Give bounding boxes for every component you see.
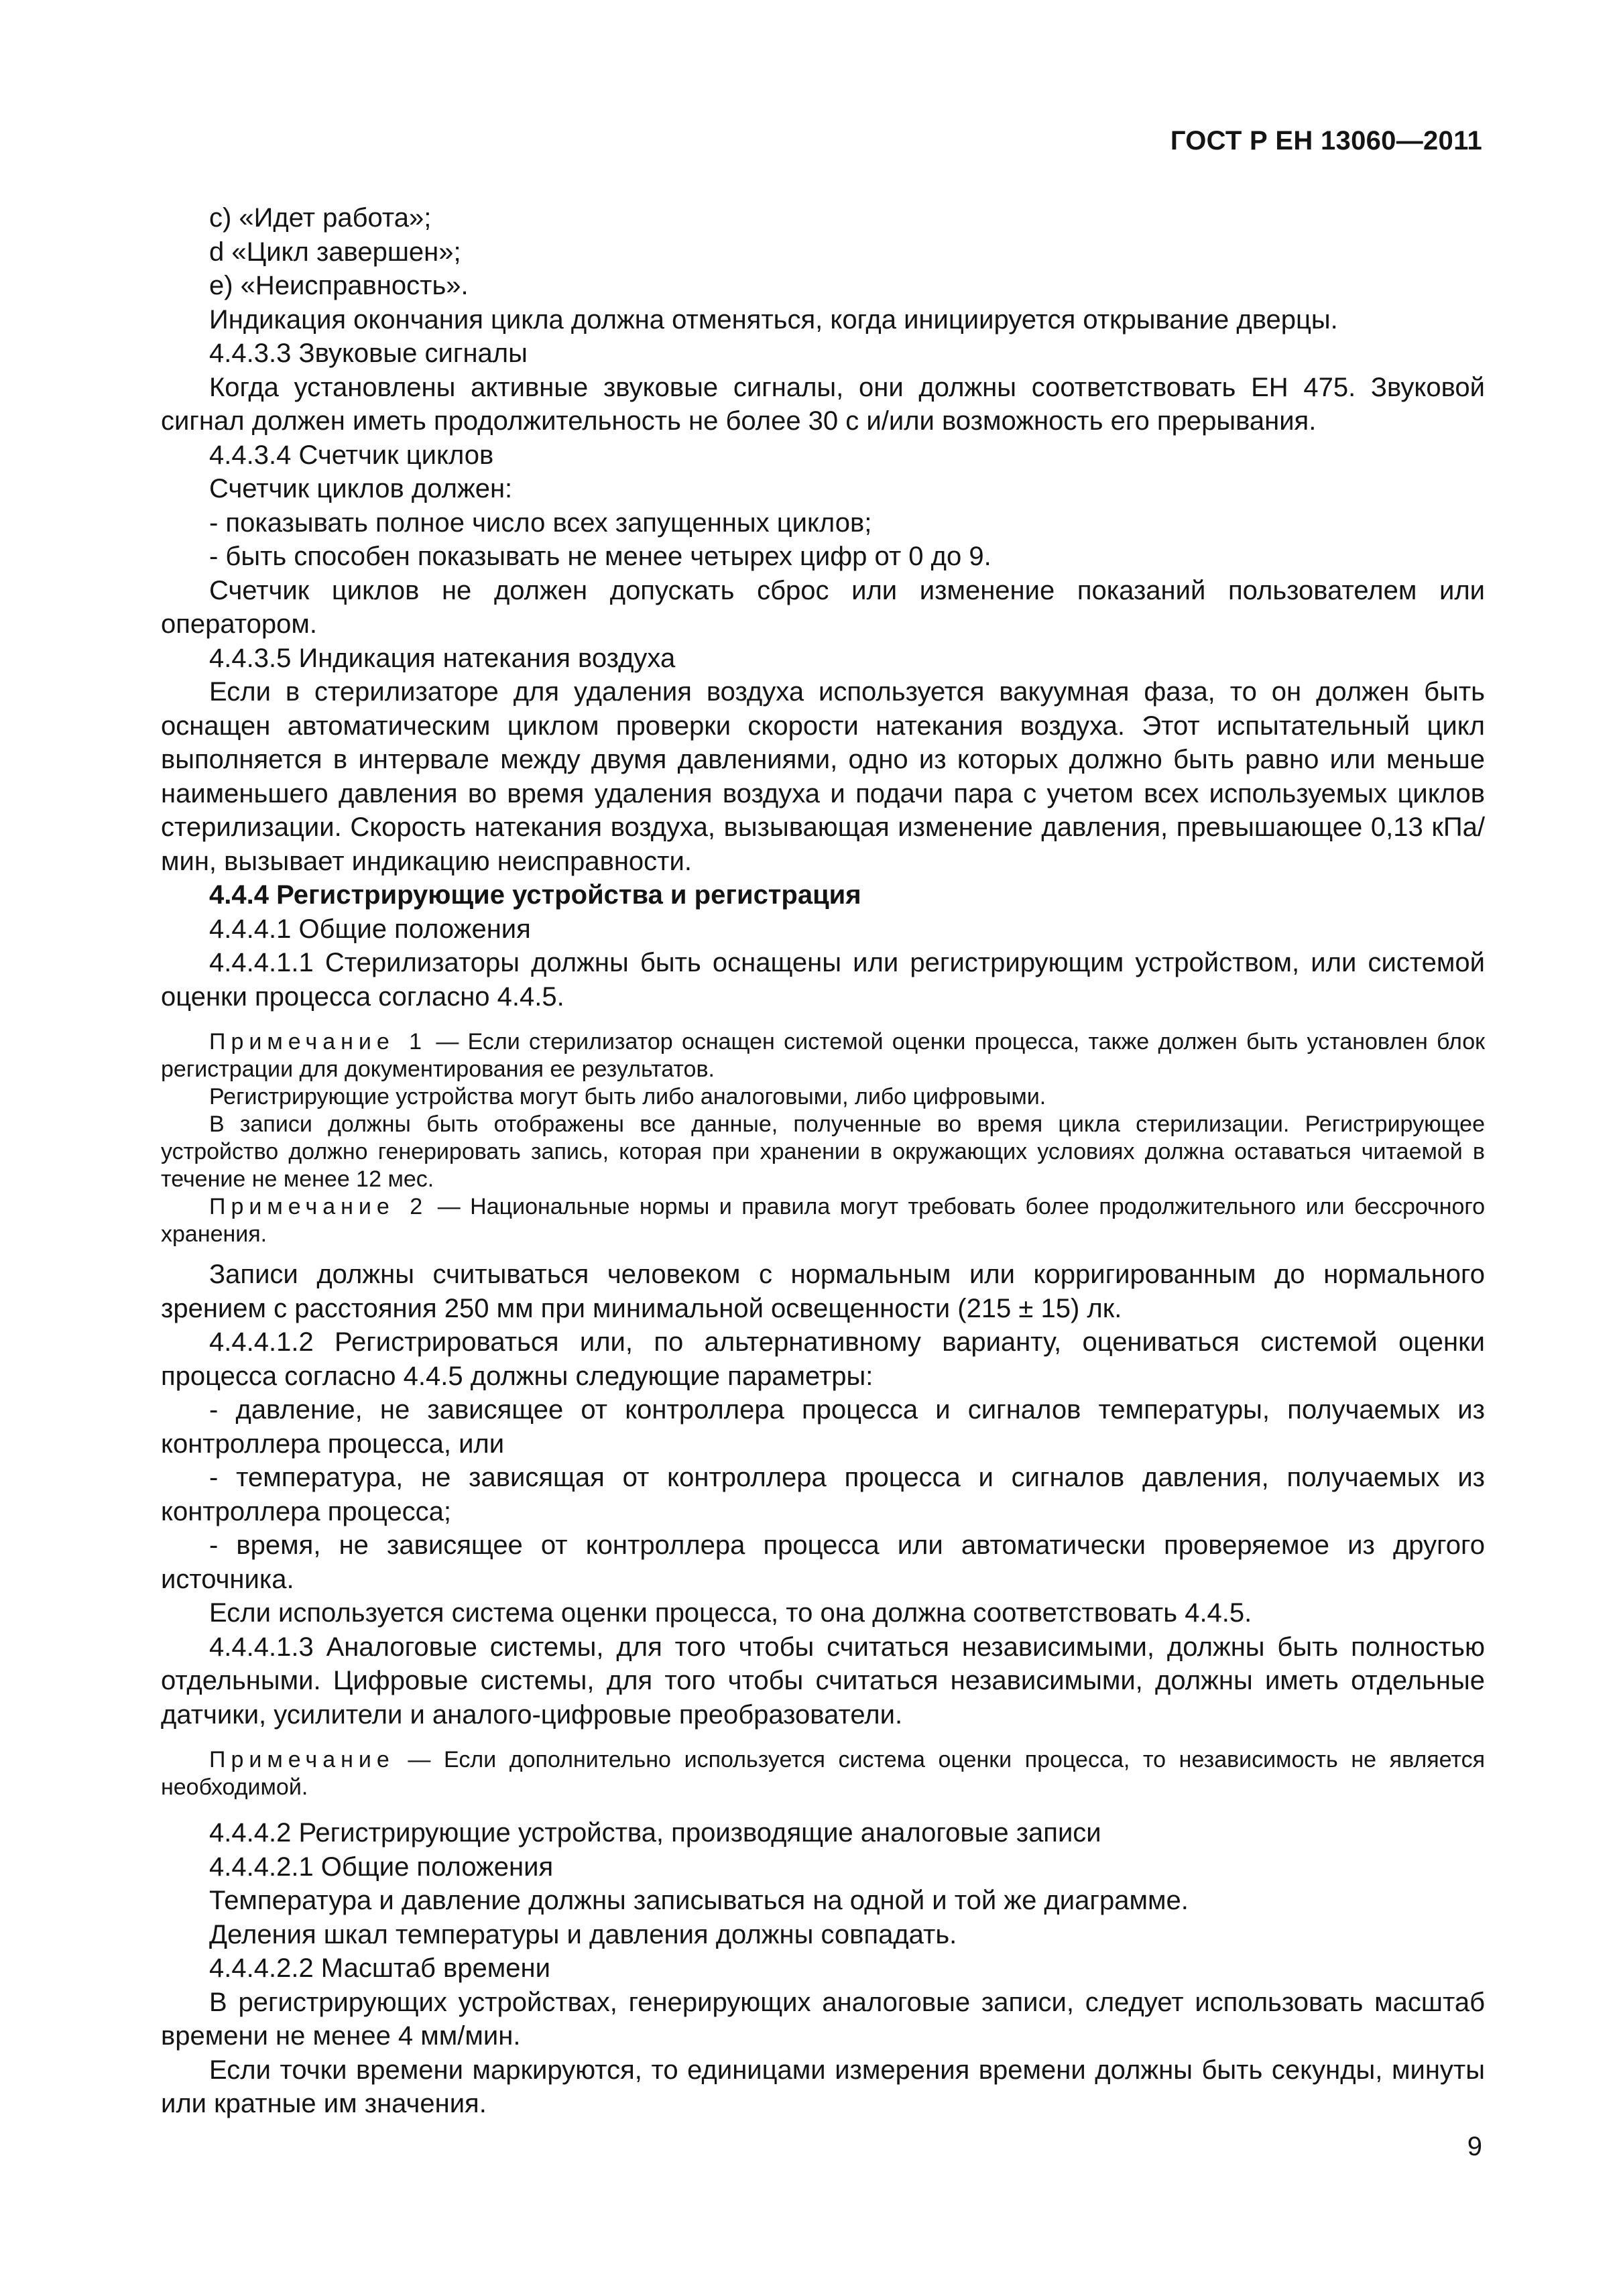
section-heading: 4.4.3.3 Звуковые сигналы [209, 339, 528, 368]
standard-header: ГОСТ Р ЕН 13060—2011 [1170, 126, 1482, 156]
note-1 [161, 1028, 1485, 1083]
list-item: - время, не зависящее от контроллера процесса или автоматически проверяемое из другого источника. [161, 1530, 1485, 1594]
note-text: Регистрирующие устройства могут быть либо аналоговыми, либо цифровыми. [209, 1084, 1046, 1109]
note-3 [161, 1746, 1485, 1801]
list-item: - давление, не зависящее от контроллера процесса и сигналов температуры, получаемых из контроллера процесса, или [161, 1395, 1485, 1459]
note-label: Примечание 2 [209, 1194, 428, 1219]
note-label: Примечание [209, 1747, 395, 1772]
document-body [161, 201, 1485, 2121]
note-2 [161, 1193, 1485, 1248]
section-heading: 4.4.4.1 Общие положения [209, 914, 531, 944]
paragraph: Если в стерилизаторе для удаления воздуха используется вакуумная фаза, то он должен быть оснащен автоматическим циклом проверки скорости натекания воздуха. Этот испытательный цикл выполняется в интервале между двумя давлениями, одно из которых должно быть равно или меньше наименьшего давления во время удаления воздуха и подачи пара с учетом всех используемых циклов стерилизации. Скорость натекания воздуха, вызывающая изменение давления, превышающее 0,13 кПа/мин, вызывает индикацию неисправности. [161, 677, 1485, 876]
paragraph: Температура и давление должны записываться на одной и той же диаграмме. [209, 1886, 1189, 1915]
paragraph: Индикация окончания цикла должна отменяться, когда инициируется открывание дверцы. [209, 304, 1338, 335]
paragraph: Счетчик циклов должен: [209, 474, 513, 503]
paragraph: Счетчик циклов не должен допускать сброс или изменение показаний пользователем или оператором. [161, 575, 1485, 639]
list-item: - быть способен показывать не менее четырех цифр от 0 до 9. [209, 542, 991, 571]
paragraph: Если используется система оценки процесса, то она должна соответствовать 4.4.5. [209, 1598, 1252, 1628]
section-heading: 4.4.3.4 Счетчик циклов [209, 440, 494, 470]
paragraph: Записи должны считываться человеком с нормальным или корригированным до нормального зрением с расстояния 250 мм при минимальной освещенности (215 ± 15) лк. [161, 1260, 1485, 1323]
paragraph: 4.4.4.1.1 Стерилизаторы должны быть оснащены или регистрирующим устройством, или системой оценки процесса согласно 4.4.5. [161, 948, 1485, 1012]
section-heading: 4.4.3.5 Индикация натекания воздуха [209, 643, 676, 673]
section-heading: 4.4.4.2 Регистрирующие устройства, производящие аналоговые записи [209, 1818, 1101, 1848]
paragraph: 4.4.4.1.2 Регистрироваться или, по альтернативному варианту, оцениваться системой оценки процесса согласно 4.4.5 должны следующие параметры: [161, 1327, 1485, 1391]
page-number: 9 [1467, 2132, 1482, 2161]
note-label: Примечание 1 [209, 1029, 428, 1054]
list-item: - показывать полное число всех запущенных циклов; [209, 507, 872, 538]
paragraph: Деления шкал температуры и давления должны совпадать. [209, 1919, 957, 1949]
note-text: — Если стерилизатор оснащен системой оценки процесса, также должен быть установлен блок регистрации для документирования ее результатов. [161, 1029, 1485, 1082]
list-item-c: с) «Идет работа»; [209, 203, 432, 233]
paragraph: Когда установлены активные звуковые сигналы, они должны соответствовать ЕН 475. Звуковой сигнал должен иметь продолжительность не более 30 с и/или возможность его прерывания. [161, 372, 1485, 436]
list-item-e: е) «Неисправность». [209, 271, 469, 300]
note-text: — Национальные нормы и правила могут требовать более продолжительного или бессрочного хранения. [161, 1194, 1485, 1247]
note-text: — Если дополнительно используется система оценки процесса, то независимость не является необходимой. [161, 1747, 1485, 1800]
note-text: В записи должны быть отображены все данные, полученные во время цикла стерилизации. Регистрирующее устройство должно генерировать запись, которая при хранении в окружающих условиях должна оставаться читаемой в течение не менее 12 мес. [161, 1111, 1485, 1192]
section-heading: 4.4.4.2.1 Общие положения [209, 1852, 554, 1882]
section-heading-bold: 4.4.4 Регистрирующие устройства и регистрация [209, 880, 861, 910]
list-item-d: d «Цикл завершен»; [209, 237, 461, 267]
paragraph: 4.4.4.1.3 Аналоговые системы, для того чтобы считаться независимыми, должны быть полностью отдельными. Цифровые системы, для того чтобы считаться независимыми, должны иметь отдельные датчики, усилители и аналого-цифровые преобразователи. [161, 1632, 1485, 1730]
paragraph: В регистрирующих устройствах, генерирующих аналоговые записи, следует использовать масштаб времени не менее 4 мм/мин. [161, 1987, 1485, 2051]
paragraph: Если точки времени маркируются, то единицами измерения времени должны быть секунды, минуты или кратные им значения. [161, 2055, 1485, 2118]
list-item: - температура, не зависящая от контроллера процесса и сигналов давления, получаемых из контроллера процесса; [161, 1463, 1485, 1526]
section-heading: 4.4.4.2.2 Масштаб времени [209, 1953, 550, 1983]
